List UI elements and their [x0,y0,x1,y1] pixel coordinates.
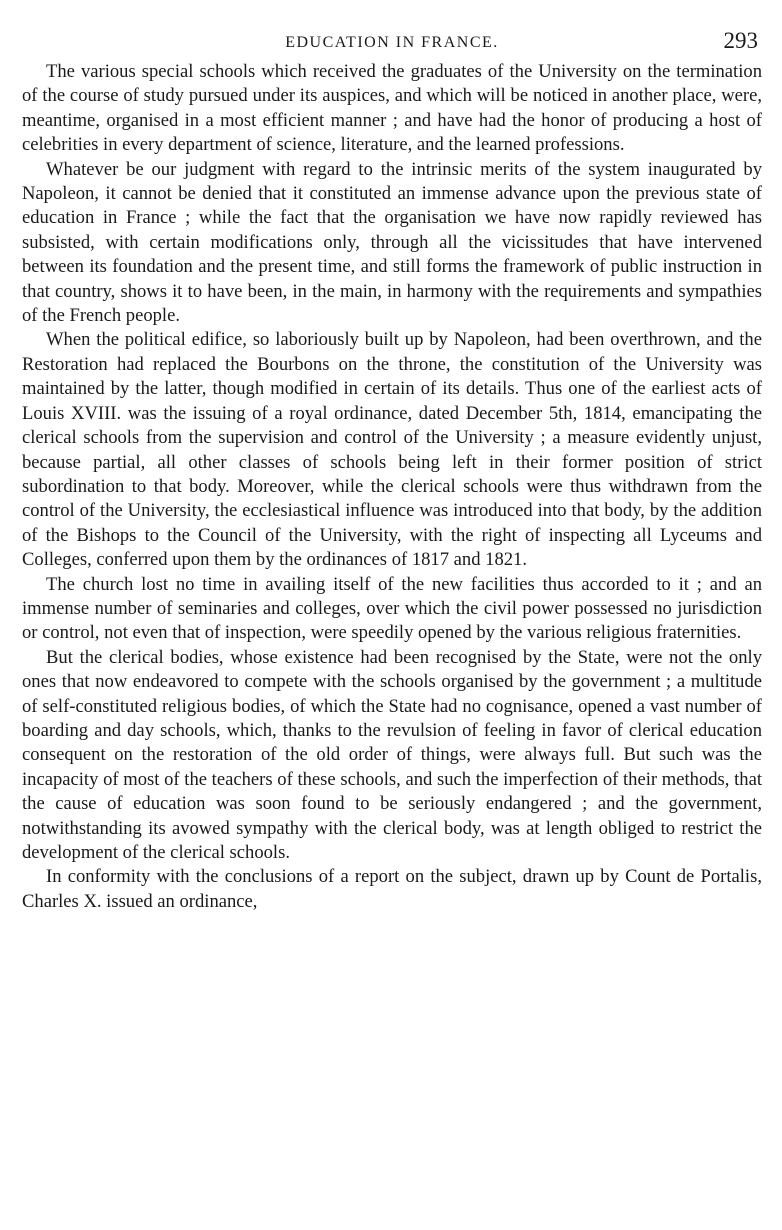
paragraph: The various special schools which received the graduates of the University on the termination of the course of study pursued under its auspices, and which will be noticed in another place, were, meantime, organised in a most efficient manner ; and have had the honor of producing a host of celebrities in every department of science, literature, and the learned professions. [22,61,762,156]
paragraph: In conformity with the conclusions of a report on the subject, drawn up by Count de Portalis, Charles X. issued an ordinance, [22,866,762,912]
paragraph: But the clerical bodies, whose existence had been recognised by the State, were not the only ones that now endeavored to compete with the schools organised by the government ; a multitude of self-constituted religious bodies, of which the State had no cognisance, opened a vast number of boarding and day schools, which, thanks to the revulsion of feeling in favor of clerical education consequent on the restoration of the old order of things, were always full. But such was the incapacity of most of the teachers of these schools, and such the imperfection of their methods, that the cause of education was soon found to be seriously endangered ; and the government, notwithstanding its avowed sympathy with the clerical body, was at length obliged to restrict the development of the clerical schools. [22,646,762,863]
paragraph: When the political edifice, so laboriously built up by Napoleon, had been overthrown, and the Restoration had replaced the Bourbons on the throne, the constitution of the University was maintained by the latter, though modified in certain of its details. Thus one of the earliest acts of Louis XVIII. was the issuing of a royal ordinance, dated December 5th, 1814, emancipating the clerical schools from the supervision and control of the University ; a measure evidently unjust, because partial, all other classes of schools being left in their former position of strict subordination to that body. Moreover, while the clerical schools were thus withdrawn from the control of the University, the ecclesiastical influence was introduced into that body, by the addition of the Bishops to the Council of the University, with the right of inspecting all Lyceums and Colleges, conferred upon them by the ordinances of 1817 and 1821. [22,329,762,571]
book-page [22,26,762,914]
paragraph: The church lost no time in availing itself of the new facilities thus accorded to it ; and an immense number of seminaries and colleges, over which the civil power possessed no jurisdiction or control, not even that of inspection, were speedily opened by the various religious fraternities. [22,573,762,644]
running-head [22,26,762,60]
page-number: 293 [723,28,758,53]
running-title: EDUCATION IN FRANCE. [285,34,499,51]
paragraph: Whatever be our judgment with regard to the intrinsic merits of the system inaugurated by Napoleon, it cannot be denied that it constituted an immense advance upon the previous state of education in France ; while the fact that the organisation we have now rapidly reviewed has subsisted, with certain modifications only, through all the vicissitudes that have intervened between its foundation and the present time, and still forms the framework of public instruction in that country, shows it to have been, in the main, in harmony with the requirements and sympathies of the French people. [22,158,762,327]
body-text [22,60,762,914]
